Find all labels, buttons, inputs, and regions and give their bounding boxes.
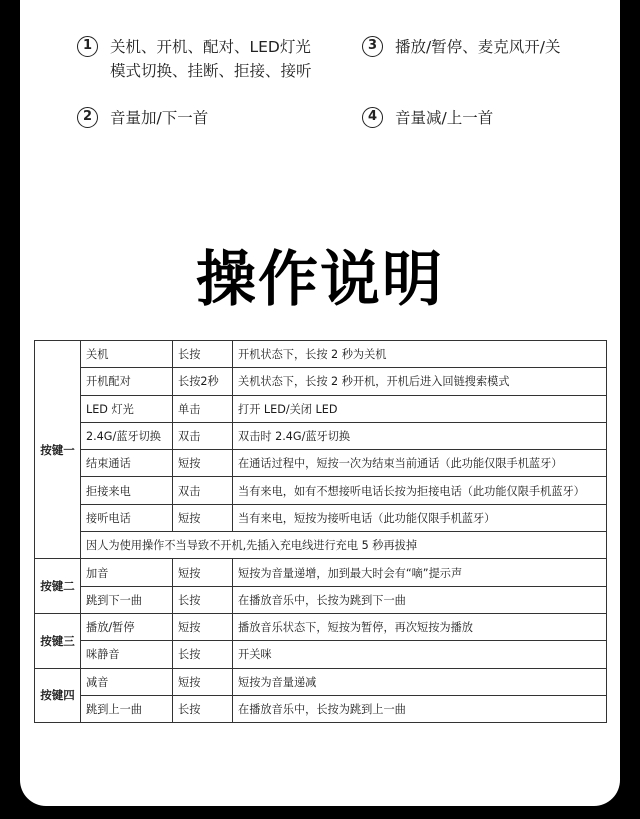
description-cell: 当有来电，如有不想接听电话长按为拒接电话（此功能仅限手机蓝牙） xyxy=(233,477,607,504)
description-cell: 播放音乐状态下，短按为暂停，再次短按为播放 xyxy=(233,613,607,640)
function-cell: 关机 xyxy=(81,341,173,368)
action-cell: 长按2秒 xyxy=(173,368,233,395)
description-cell: 双击时 2.4G/蓝牙切换 xyxy=(233,422,607,449)
legend-item-2 xyxy=(77,106,208,130)
legend-number-3: 3 xyxy=(362,36,383,57)
action-cell: 双击 xyxy=(173,477,233,504)
legend-text-2: 音量加/下一首 xyxy=(110,109,209,127)
table-row xyxy=(35,695,607,722)
key-label: 按键四 xyxy=(35,668,81,723)
operation-table xyxy=(34,340,607,723)
legend-item-1 xyxy=(77,35,347,83)
legend-text-1: 关机、开机、配对、LED灯光 模式切换、挂断、拒接、接听 xyxy=(110,38,312,80)
key-label: 按键二 xyxy=(35,559,81,614)
table-row xyxy=(35,450,607,477)
table-row xyxy=(35,559,607,586)
function-cell: 跳到上一曲 xyxy=(81,695,173,722)
action-cell: 长按 xyxy=(173,695,233,722)
table-row xyxy=(35,395,607,422)
description-cell: 关机状态下，长按 2 秒开机，开机后进入回链搜索模式 xyxy=(233,368,607,395)
table-row xyxy=(35,368,607,395)
function-cell: 减音 xyxy=(81,668,173,695)
action-cell: 短按 xyxy=(173,668,233,695)
description-cell: 开关咪 xyxy=(233,641,607,668)
legend-text-3: 播放/暂停、麦克风开/关 xyxy=(395,38,561,56)
action-cell: 短按 xyxy=(173,559,233,586)
table-row xyxy=(35,477,607,504)
action-cell: 单击 xyxy=(173,395,233,422)
description-cell: 短按为音量递减 xyxy=(233,668,607,695)
legend-text-4: 音量减/上一首 xyxy=(395,109,494,127)
function-cell: 加音 xyxy=(81,559,173,586)
function-cell: 咪静音 xyxy=(81,641,173,668)
description-cell: 在通话过程中，短按一次为结束当前通话（此功能仅限手机蓝牙） xyxy=(233,450,607,477)
table-row xyxy=(35,586,607,613)
table-row xyxy=(35,641,607,668)
function-cell: 开机配对 xyxy=(81,368,173,395)
action-cell: 长按 xyxy=(173,586,233,613)
action-cell: 长按 xyxy=(173,641,233,668)
description-cell: 短按为音量递增，加到最大时会有“嘀”提示声 xyxy=(233,559,607,586)
table-row xyxy=(35,613,607,640)
legend-number-2: 2 xyxy=(77,107,98,128)
table-row xyxy=(35,422,607,449)
legend-number-1: 1 xyxy=(77,36,98,57)
function-cell: 拒接来电 xyxy=(81,477,173,504)
legend-number-4: 4 xyxy=(362,107,383,128)
function-cell: 播放/暂停 xyxy=(81,613,173,640)
action-cell: 长按 xyxy=(173,341,233,368)
description-cell: 当有来电，短按为接听电话（此功能仅限手机蓝牙） xyxy=(233,504,607,531)
action-cell: 短按 xyxy=(173,613,233,640)
action-cell: 短按 xyxy=(173,450,233,477)
manual-card xyxy=(20,0,620,806)
table-row xyxy=(35,668,607,695)
description-cell: 打开 LED/关闭 LED xyxy=(233,395,607,422)
table-row xyxy=(35,341,607,368)
description-cell: 在播放音乐中，长按为跳到下一曲 xyxy=(233,586,607,613)
description-cell: 在播放音乐中，长按为跳到上一曲 xyxy=(233,695,607,722)
description-cell: 开机状态下，长按 2 秒为关机 xyxy=(233,341,607,368)
key-label: 按键三 xyxy=(35,613,81,668)
table-row xyxy=(35,504,607,531)
legend-item-3 xyxy=(362,35,560,59)
function-cell: 结束通话 xyxy=(81,450,173,477)
page-title: 操作说明 xyxy=(196,245,444,315)
key-label: 按键一 xyxy=(35,341,81,559)
function-cell: LED 灯光 xyxy=(81,395,173,422)
function-cell: 跳到下一曲 xyxy=(81,586,173,613)
note-cell: 因人为使用操作不当导致不开机,先插入充电线进行充电 5 秒再拔掉 xyxy=(81,532,607,559)
action-cell: 短按 xyxy=(173,504,233,531)
action-cell: 双击 xyxy=(173,422,233,449)
table-row xyxy=(35,532,607,559)
function-cell: 2.4G/蓝牙切换 xyxy=(81,422,173,449)
legend-item-4 xyxy=(362,106,493,130)
function-cell: 接听电话 xyxy=(81,504,173,531)
